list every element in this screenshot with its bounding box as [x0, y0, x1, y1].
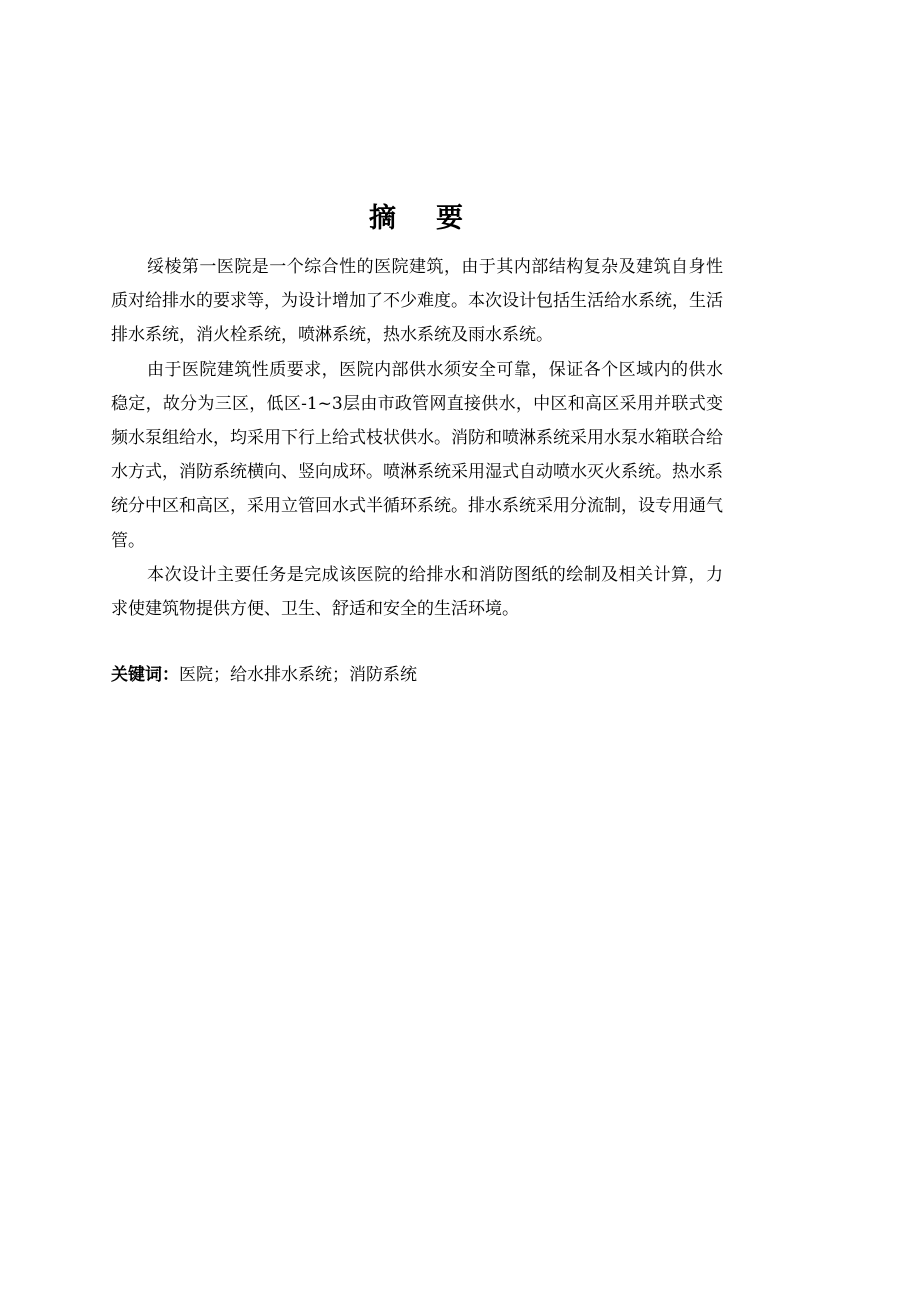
- abstract-paragraph: 由于医院建筑性质要求，医院内部供水须安全可靠，保证各个区域内的供水稳定，故分为三区，低区-1~3层由市政管网直接供水，中区和高区采用并联式变频水泵组给水，均采用下行上给式枝状供水。消防和喷淋系统采用水泵水箱联合给水方式，消防系统横向、竖向成环。喷淋系统采用湿式自动喷水灭火系统。热水系统分中区和高区，采用立管回水式半循环系统。排水系统采用分流制，设专用通气管。: [111, 359, 723, 551]
- keywords-value: 医院；给水排水系统；消防系统: [179, 665, 417, 685]
- abstract-title-part1: 摘: [369, 203, 396, 234]
- abstract-body: [111, 250, 723, 626]
- keywords-line: [111, 658, 723, 692]
- abstract-paragraph: 本次设计主要任务是完成该医院的给排水和消防图纸的绘制及相关计算，力求使建筑物提供方便、卫生、舒适和安全的生活环境。: [111, 564, 723, 620]
- abstract-paragraph: 绥棱第一医院是一个综合性的医院建筑，由于其内部结构复杂及建筑自身性质对给排水的要求等，为设计增加了不少难度。本次设计包括生活给水系统，生活排水系统，消火栓系统，喷淋系统，热水系统及雨水系统。: [111, 257, 723, 346]
- keywords-label: 关键词：: [111, 665, 179, 685]
- abstract-title: [0, 199, 832, 239]
- abstract-title-part2: 要: [436, 203, 463, 234]
